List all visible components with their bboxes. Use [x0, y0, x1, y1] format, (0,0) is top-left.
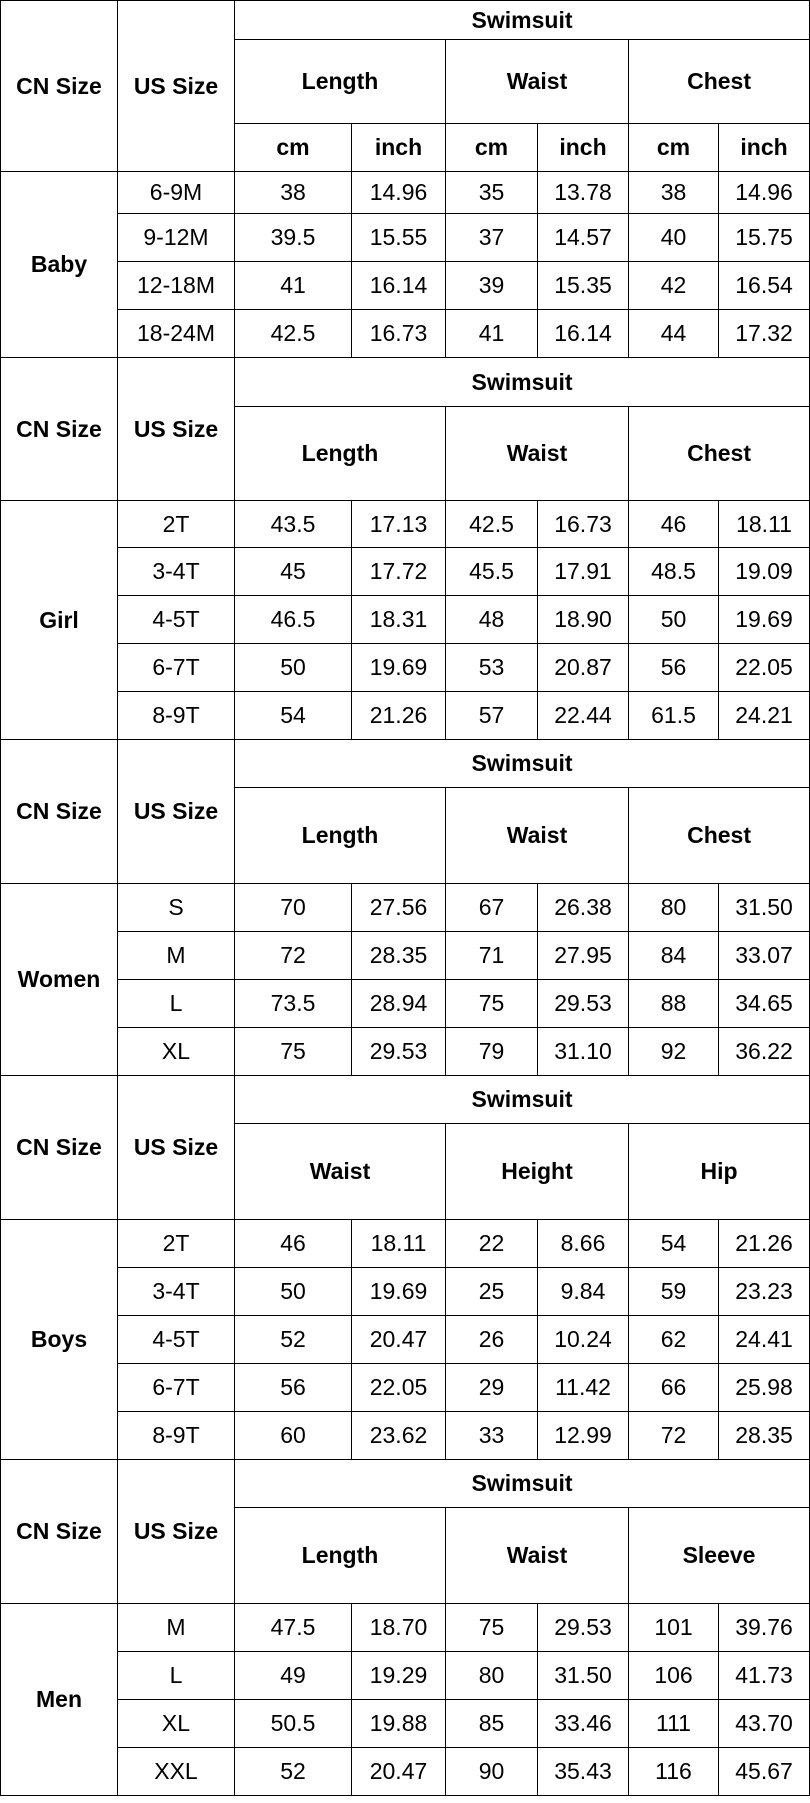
measurement-cell: 16.14 [538, 310, 629, 358]
measurement-cell: 19.88 [352, 1700, 446, 1748]
measurement-cell: 47.5 [235, 1604, 352, 1652]
cn-size-header: CN Size [1, 358, 118, 501]
measure-header: Length [235, 40, 446, 124]
size-row [1, 310, 810, 358]
measurement-cell: 16.73 [538, 501, 629, 548]
us-size-cell: XL [118, 1700, 235, 1748]
us-size-cell: M [118, 1604, 235, 1652]
section-header-row [1, 358, 810, 407]
measurement-cell: 50 [235, 1268, 352, 1316]
measurement-cell: 72 [629, 1412, 719, 1460]
measurement-cell: 23.62 [352, 1412, 446, 1460]
measurement-cell: 101 [629, 1604, 719, 1652]
unit-cm-header: cm [629, 124, 719, 172]
measurement-cell: 61.5 [629, 692, 719, 740]
unit-cm-header: cm [446, 124, 538, 172]
measurement-cell: 106 [629, 1652, 719, 1700]
measurement-cell: 36.22 [719, 1028, 810, 1076]
measurement-cell: 50 [629, 596, 719, 644]
measure-header: Height [446, 1124, 629, 1220]
measurement-cell: 18.31 [352, 596, 446, 644]
measurement-cell: 48 [446, 596, 538, 644]
measurement-cell: 23.23 [719, 1268, 810, 1316]
measurement-cell: 29.53 [352, 1028, 446, 1076]
measurement-cell: 22.44 [538, 692, 629, 740]
measure-header: Waist [446, 1508, 629, 1604]
measurement-cell: 25 [446, 1268, 538, 1316]
measurement-cell: 27.95 [538, 932, 629, 980]
us-size-header: US Size [118, 358, 235, 501]
measure-header: Length [235, 407, 446, 501]
measurement-cell: 21.26 [719, 1220, 810, 1268]
measurement-cell: 48.5 [629, 548, 719, 596]
size-row [1, 262, 810, 310]
cn-size-header: CN Size [1, 1, 118, 172]
measurement-cell: 35 [446, 172, 538, 214]
measurement-cell: 50.5 [235, 1700, 352, 1748]
us-size-cell: S [118, 884, 235, 932]
measurement-cell: 27.56 [352, 884, 446, 932]
measurement-cell: 16.14 [352, 262, 446, 310]
us-size-cell: 3-4T [118, 548, 235, 596]
us-size-header: US Size [118, 1076, 235, 1220]
measurement-cell: 15.35 [538, 262, 629, 310]
measurement-cell: 19.69 [352, 644, 446, 692]
us-size-cell: 9-12M [118, 214, 235, 262]
measurement-cell: 42.5 [446, 501, 538, 548]
swimsuit-header: Swimsuit [235, 740, 810, 788]
size-row [1, 884, 810, 932]
measurement-cell: 17.32 [719, 310, 810, 358]
category-label: Baby [1, 172, 118, 358]
measurement-cell: 33 [446, 1412, 538, 1460]
us-size-cell: L [118, 980, 235, 1028]
us-size-cell: XXL [118, 1748, 235, 1796]
size-row [1, 1604, 810, 1652]
measurement-cell: 29.53 [538, 1604, 629, 1652]
size-row [1, 1652, 810, 1700]
us-size-cell: 4-5T [118, 596, 235, 644]
measurement-cell: 46.5 [235, 596, 352, 644]
measurement-cell: 26.38 [538, 884, 629, 932]
measurement-cell: 22.05 [352, 1364, 446, 1412]
unit-inch-header: inch [719, 124, 810, 172]
measurement-cell: 56 [629, 644, 719, 692]
measurement-cell: 19.09 [719, 548, 810, 596]
us-size-cell: 6-9M [118, 172, 235, 214]
category-label: Men [1, 1604, 118, 1796]
measurement-cell: 28.94 [352, 980, 446, 1028]
measurement-cell: 43.70 [719, 1700, 810, 1748]
us-size-cell: 6-7T [118, 644, 235, 692]
measurement-cell: 24.41 [719, 1316, 810, 1364]
measurement-cell: 75 [446, 980, 538, 1028]
measurement-cell: 16.73 [352, 310, 446, 358]
measurement-cell: 37 [446, 214, 538, 262]
measure-header: Chest [629, 788, 810, 884]
size-row [1, 932, 810, 980]
swimsuit-header: Swimsuit [235, 1076, 810, 1124]
measurement-cell: 22 [446, 1220, 538, 1268]
measure-header: Waist [446, 788, 629, 884]
category-label: Boys [1, 1220, 118, 1460]
cn-size-header: CN Size [1, 1076, 118, 1220]
measurement-cell: 52 [235, 1316, 352, 1364]
measurement-cell: 28.35 [352, 932, 446, 980]
measurement-cell: 18.11 [352, 1220, 446, 1268]
measurement-cell: 33.46 [538, 1700, 629, 1748]
measurement-cell: 42 [629, 262, 719, 310]
measurement-cell: 39.76 [719, 1604, 810, 1652]
measurement-cell: 42.5 [235, 310, 352, 358]
measurement-cell: 20.47 [352, 1316, 446, 1364]
measurement-cell: 28.35 [719, 1412, 810, 1460]
measurement-cell: 29 [446, 1364, 538, 1412]
measurement-cell: 18.90 [538, 596, 629, 644]
measurement-cell: 54 [235, 692, 352, 740]
measurement-cell: 33.07 [719, 932, 810, 980]
measurement-cell: 60 [235, 1412, 352, 1460]
size-row [1, 172, 810, 214]
us-size-cell: XL [118, 1028, 235, 1076]
category-label: Women [1, 884, 118, 1076]
measurement-cell: 29.53 [538, 980, 629, 1028]
section-header-row [1, 740, 810, 788]
measurement-cell: 12.99 [538, 1412, 629, 1460]
us-size-cell: 2T [118, 1220, 235, 1268]
section-header-row [1, 1, 810, 40]
cn-size-header: CN Size [1, 740, 118, 884]
us-size-cell: 4-5T [118, 1316, 235, 1364]
measurement-cell: 84 [629, 932, 719, 980]
unit-inch-header: inch [352, 124, 446, 172]
measurement-cell: 45.5 [446, 548, 538, 596]
measurement-cell: 22.05 [719, 644, 810, 692]
measurement-cell: 53 [446, 644, 538, 692]
measurement-cell: 20.87 [538, 644, 629, 692]
measurement-cell: 88 [629, 980, 719, 1028]
measurement-cell: 14.96 [352, 172, 446, 214]
swimsuit-header: Swimsuit [235, 358, 810, 407]
measurement-cell: 38 [629, 172, 719, 214]
size-row [1, 501, 810, 548]
measurement-cell: 46 [629, 501, 719, 548]
size-row [1, 596, 810, 644]
measurement-cell: 85 [446, 1700, 538, 1748]
measure-header: Chest [629, 407, 810, 501]
measurement-cell: 56 [235, 1364, 352, 1412]
size-row [1, 1700, 810, 1748]
measurement-cell: 57 [446, 692, 538, 740]
section-header-row [1, 1076, 810, 1124]
measurement-cell: 116 [629, 1748, 719, 1796]
size-row [1, 1316, 810, 1364]
measurement-cell: 40 [629, 214, 719, 262]
measurement-cell: 31.50 [719, 884, 810, 932]
measurement-cell: 46 [235, 1220, 352, 1268]
measurement-cell: 26 [446, 1316, 538, 1364]
section-header-row [1, 1460, 810, 1508]
measurement-cell: 41 [235, 262, 352, 310]
measurement-cell: 70 [235, 884, 352, 932]
swimsuit-header: Swimsuit [235, 1, 810, 40]
measurement-cell: 17.91 [538, 548, 629, 596]
measurement-cell: 75 [446, 1604, 538, 1652]
category-label: Girl [1, 501, 118, 740]
measurement-cell: 13.78 [538, 172, 629, 214]
measurement-cell: 31.50 [538, 1652, 629, 1700]
measurement-cell: 17.13 [352, 501, 446, 548]
measurement-cell: 19.69 [719, 596, 810, 644]
measurement-cell: 67 [446, 884, 538, 932]
measurement-cell: 62 [629, 1316, 719, 1364]
measurement-cell: 111 [629, 1700, 719, 1748]
unit-cm-header: cm [235, 124, 352, 172]
us-size-header: US Size [118, 1460, 235, 1604]
measurement-cell: 35.43 [538, 1748, 629, 1796]
size-row [1, 1268, 810, 1316]
measurement-cell: 16.54 [719, 262, 810, 310]
measurement-cell: 11.42 [538, 1364, 629, 1412]
measurement-cell: 45.67 [719, 1748, 810, 1796]
size-row [1, 644, 810, 692]
us-size-cell: 8-9T [118, 1412, 235, 1460]
measurement-cell: 92 [629, 1028, 719, 1076]
measurement-cell: 52 [235, 1748, 352, 1796]
measurement-cell: 41 [446, 310, 538, 358]
size-row [1, 1748, 810, 1796]
measure-header: Waist [235, 1124, 446, 1220]
measurement-cell: 72 [235, 932, 352, 980]
measurement-cell: 43.5 [235, 501, 352, 548]
measure-header: Length [235, 788, 446, 884]
measurement-cell: 21.26 [352, 692, 446, 740]
size-row [1, 548, 810, 596]
us-size-cell: 2T [118, 501, 235, 548]
measurement-cell: 34.65 [719, 980, 810, 1028]
measurement-cell: 73.5 [235, 980, 352, 1028]
measurement-cell: 80 [629, 884, 719, 932]
swimsuit-header: Swimsuit [235, 1460, 810, 1508]
measurement-cell: 14.57 [538, 214, 629, 262]
unit-inch-header: inch [538, 124, 629, 172]
measurement-cell: 20.47 [352, 1748, 446, 1796]
size-row [1, 692, 810, 740]
measure-header: Hip [629, 1124, 810, 1220]
us-size-cell: M [118, 932, 235, 980]
measurement-cell: 10.24 [538, 1316, 629, 1364]
us-size-header: US Size [118, 1, 235, 172]
size-row [1, 980, 810, 1028]
size-row [1, 1220, 810, 1268]
measurement-cell: 24.21 [719, 692, 810, 740]
measurement-cell: 39.5 [235, 214, 352, 262]
measurement-cell: 25.98 [719, 1364, 810, 1412]
us-size-cell: 8-9T [118, 692, 235, 740]
measure-header: Chest [629, 40, 810, 124]
measurement-cell: 9.84 [538, 1268, 629, 1316]
us-size-cell: 12-18M [118, 262, 235, 310]
measurement-cell: 19.29 [352, 1652, 446, 1700]
measurement-cell: 19.69 [352, 1268, 446, 1316]
measurement-cell: 80 [446, 1652, 538, 1700]
size-row [1, 1364, 810, 1412]
measurement-cell: 8.66 [538, 1220, 629, 1268]
measurement-cell: 75 [235, 1028, 352, 1076]
measurement-cell: 50 [235, 644, 352, 692]
measurement-cell: 15.75 [719, 214, 810, 262]
measurement-cell: 41.73 [719, 1652, 810, 1700]
us-size-header: US Size [118, 740, 235, 884]
measurement-cell: 18.70 [352, 1604, 446, 1652]
us-size-cell: L [118, 1652, 235, 1700]
measurement-cell: 45 [235, 548, 352, 596]
measurement-cell: 71 [446, 932, 538, 980]
size-row [1, 1412, 810, 1460]
measurement-cell: 14.96 [719, 172, 810, 214]
us-size-cell: 6-7T [118, 1364, 235, 1412]
measure-header: Sleeve [629, 1508, 810, 1604]
measurement-cell: 17.72 [352, 548, 446, 596]
us-size-cell: 3-4T [118, 1268, 235, 1316]
measure-header: Length [235, 1508, 446, 1604]
measurement-cell: 54 [629, 1220, 719, 1268]
measurement-cell: 18.11 [719, 501, 810, 548]
us-size-cell: 18-24M [118, 310, 235, 358]
size-row [1, 214, 810, 262]
measure-header: Waist [446, 40, 629, 124]
measurement-cell: 31.10 [538, 1028, 629, 1076]
cn-size-header: CN Size [1, 1460, 118, 1604]
measurement-cell: 49 [235, 1652, 352, 1700]
measurement-cell: 66 [629, 1364, 719, 1412]
measurement-cell: 90 [446, 1748, 538, 1796]
measurement-cell: 15.55 [352, 214, 446, 262]
measurement-cell: 59 [629, 1268, 719, 1316]
measurement-cell: 79 [446, 1028, 538, 1076]
measure-header: Waist [446, 407, 629, 501]
size-row [1, 1028, 810, 1076]
measurement-cell: 38 [235, 172, 352, 214]
measurement-cell: 44 [629, 310, 719, 358]
measurement-cell: 39 [446, 262, 538, 310]
